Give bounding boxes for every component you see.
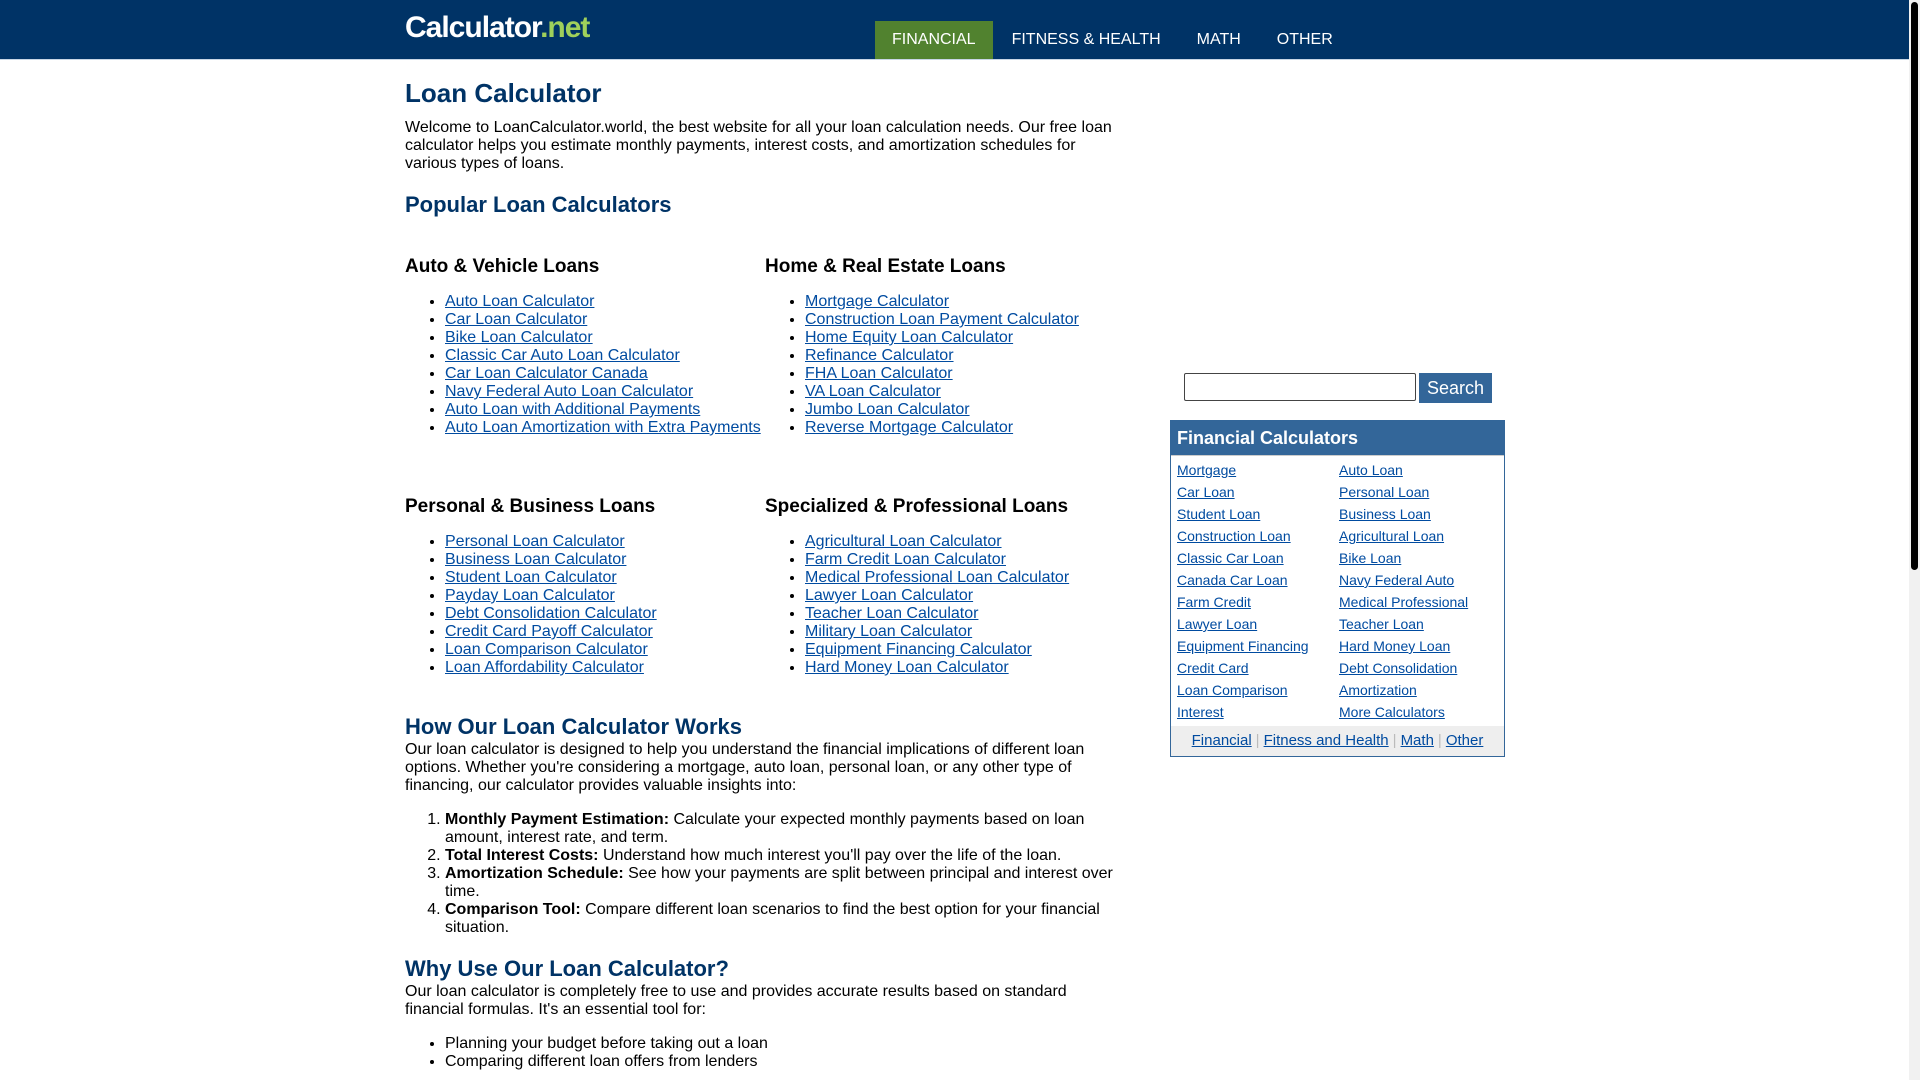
link-military-loan[interactable]: Military Loan Calculator [805,623,973,640]
footer-link-math[interactable]: Math [1400,732,1434,749]
link-refinance[interactable]: Refinance Calculator [805,347,954,364]
list-item [445,659,765,677]
home-loans-section [765,255,1125,437]
personal-loans-section [405,495,765,677]
link-reverse-mortgage[interactable]: Reverse Mortgage Calculator [805,419,1014,436]
search-input[interactable] [1184,373,1416,401]
list-item [445,365,765,383]
personal-loans-list [405,533,765,677]
link-home-equity[interactable]: Home Equity Loan Calculator [805,329,1014,346]
link-auto-loan-amortization[interactable]: Auto Loan Amortization with Extra Payments [445,419,761,436]
nav-other[interactable]: OTHER [1276,31,1333,48]
sidebar-link-bike-loan[interactable]: Bike Loan [1339,550,1402,566]
link-personal-loan[interactable]: Personal Loan Calculator [445,533,625,550]
sidebar-link-agricultural-loan[interactable]: Agricultural Loan [1339,528,1445,544]
list-item [445,533,765,551]
sidebar-link-interest[interactable]: Interest [1177,704,1224,720]
search-button[interactable]: Search [1419,373,1492,403]
list-item [805,623,1125,641]
sidebar-link-auto-loan[interactable]: Auto Loan [1339,462,1403,478]
auto-loans-list [405,293,765,437]
link-bike-loan-calculator[interactable]: Bike Loan Calculator [445,329,593,346]
search-form [1184,373,1492,403]
sidebar-link-personal-loan[interactable]: Personal Loan [1339,484,1430,500]
item-text: See how your payments are split between principal and interest over time. [445,865,1113,900]
financial-calculators-title: Financial Calculators [1171,421,1504,456]
list-item [805,419,1125,437]
list-item [805,659,1125,677]
list-item: • Planning your budget before taking out a loan [445,1035,1125,1053]
why-use-text: Our loan calculator is completely free to use and provides accurate results based on standard financial formulas. It's an essential tool for: [405,983,1067,1018]
sidebar-link-student-loan[interactable]: Student Loan [1177,506,1261,522]
sidebar-link-credit-card[interactable]: Credit Card [1177,660,1249,676]
link-navy-federal-auto[interactable]: Navy Federal Auto Loan Calculator [445,383,694,400]
list-item [805,605,1125,623]
how-it-works-title: How Our Loan Calculator Works [405,714,742,739]
link-medical-professional[interactable]: Medical Professional Loan Calculator [805,569,1070,586]
list-item [445,551,765,569]
sidebar-link-lawyer-loan[interactable]: Lawyer Loan [1177,616,1258,632]
how-it-works-text: Our loan calculator is designed to help you understand the financial implications of different loan options. Whether you're considering a mortgage, auto loan, personal loan, or any other type of financing, our calculator provides valuable insights into: [405,741,1085,794]
link-loan-comparison[interactable]: Loan Comparison Calculator [445,641,648,658]
special-loans-list [765,533,1125,677]
financial-calculators-box [1170,420,1505,757]
sidebar-link-equipment-financing[interactable]: Equipment Financing [1177,638,1309,654]
link-hard-money-loan[interactable]: Hard Money Loan Calculator [805,659,1009,676]
separator: | [1437,732,1442,749]
site-logo[interactable]: Calculator.net [405,11,590,44]
list-item [445,293,765,311]
link-debt-consolidation[interactable]: Debt Consolidation Calculator [445,605,657,622]
category-row-1 [405,255,1125,437]
sidebar-link-more-calculators[interactable]: More Calculators [1339,704,1445,720]
item-text: Compare different loan scenarios to find the best option for your financial situation. [445,901,1100,936]
link-auto-loan-additional[interactable]: Auto Loan with Additional Payments [445,401,701,418]
separator: | [1255,732,1260,749]
list-item [445,811,1125,847]
link-lawyer-loan[interactable]: Lawyer Loan Calculator [805,587,974,604]
intro-text: Welcome to LoanCalculator.world, the best website for all your loan calculation needs. Our free loan calculator helps you estimate monthly payments, interest costs, and amortization schedules for various types of loans. [405,119,1112,172]
ad-space [1185,70,1485,360]
link-agricultural-loan[interactable]: Agricultural Loan Calculator [805,533,1002,550]
link-farm-credit[interactable]: Farm Credit Loan Calculator [805,551,1006,568]
list-item [445,587,765,605]
sidebar-link-classic-car-loan[interactable]: Classic Car Loan [1177,550,1284,566]
category-footer [1171,726,1504,756]
separator: | [1392,732,1397,749]
link-business-loan[interactable]: Business Loan Calculator [445,551,627,568]
special-loans-section [765,495,1125,677]
item-label: Total Interest Costs: [445,847,599,864]
list-item [805,347,1125,365]
sidebar-link-medical-professional[interactable]: Medical Professional [1339,594,1469,610]
link-jumbo-loan[interactable]: Jumbo Loan Calculator [805,401,970,418]
sidebar-link-business-loan[interactable]: Business Loan [1339,506,1431,522]
link-loan-affordability[interactable]: Loan Affordability Calculator [445,659,644,676]
item-text: Understand how much interest you'll pay over the life of the loan. [598,847,1062,864]
list-item [805,401,1125,419]
list-item [445,569,765,587]
sidebar-link-canada-car-loan[interactable]: Canada Car Loan [1177,572,1288,588]
scrollbar-thumb[interactable] [1911,2,1918,570]
top-bar [0,0,1909,60]
sidebar-link-amortization[interactable]: Amortization [1339,682,1417,698]
link-mortgage-calculator[interactable]: Mortgage Calculator [805,293,950,310]
special-loans-title: Specialized & Professional Loans [765,496,1069,517]
link-teacher-loan[interactable]: Teacher Loan Calculator [805,605,979,622]
list-item [805,641,1125,659]
sidebar-link-debt-consolidation[interactable]: Debt Consolidation [1339,660,1458,676]
financial-links-grid [1171,456,1504,726]
link-classic-car-auto-loan[interactable]: Classic Car Auto Loan Calculator [445,347,680,364]
sidebar-link-loan-comparison[interactable]: Loan Comparison [1177,682,1288,698]
nav-math[interactable]: MATH [1196,31,1241,48]
list-item [445,901,1125,937]
sidebar-link-construction-loan[interactable]: Construction Loan [1177,528,1291,544]
list-item [445,623,765,641]
link-credit-card-payoff[interactable]: Credit Card Payoff Calculator [445,623,653,640]
list-item [445,419,765,437]
footer-link-other[interactable]: Other [1445,732,1484,749]
list-item [805,365,1125,383]
sidebar-link-mortgage[interactable]: Mortgage [1177,462,1237,478]
link-student-loan[interactable]: Student Loan Calculator [445,569,617,586]
how-it-works-list [405,811,1125,937]
category-row-2 [405,495,1125,677]
sidebar-link-car-loan[interactable]: Car Loan [1177,484,1235,500]
list-item [445,641,765,659]
nav-financial[interactable]: FINANCIAL [875,21,993,59]
sidebar-link-hard-money-loan[interactable]: Hard Money Loan [1339,638,1451,654]
list-item [445,865,1125,901]
item-label: Monthly Payment Estimation: [445,811,670,828]
list-item [805,293,1125,311]
nav-fitness-health[interactable]: FITNESS & HEALTH [1011,31,1161,48]
home-loans-list [765,293,1125,437]
home-loans-title: Home & Real Estate Loans [765,256,1006,277]
link-payday-loan[interactable]: Payday Loan Calculator [445,587,615,604]
list-item [445,329,765,347]
item-label: Amortization Schedule: [445,865,624,882]
item-text: Calculate your expected monthly payments based on loan amount, interest rate, and term. [445,811,1085,846]
link-va-loan[interactable]: VA Loan Calculator [805,383,941,400]
sidebar-link-navy-federal-auto[interactable]: Navy Federal Auto [1339,572,1455,588]
auto-loans-section [405,255,765,437]
sidebar-link-farm-credit[interactable]: Farm Credit [1177,594,1251,610]
page-title: Loan Calculator [405,78,602,108]
list-item [805,383,1125,401]
popular-title: Popular Loan Calculators [405,192,672,217]
list-item [445,401,765,419]
scrollbar[interactable] [1909,0,1920,1080]
list-item [445,383,765,401]
link-fha-loan[interactable]: FHA Loan Calculator [805,365,953,382]
sidebar-link-teacher-loan[interactable]: Teacher Loan [1339,616,1424,632]
auto-loans-title: Auto & Vehicle Loans [405,256,600,277]
list-item [445,311,765,329]
list-item [445,847,1125,865]
footer-link-fitness-health[interactable]: Fitness and Health [1263,732,1389,749]
why-use-list [405,1035,1125,1071]
list-item [445,347,765,365]
list-item: • Comparing different loan offers from lenders [445,1053,1125,1071]
list-item [445,605,765,623]
list-item [805,587,1125,605]
footer-link-financial[interactable]: Financial [1191,732,1252,749]
list-item [805,569,1125,587]
personal-loans-title: Personal & Business Loans [405,496,656,517]
list-item [805,533,1125,551]
item-label: Comparison Tool: [445,901,581,918]
link-construction-loan[interactable]: Construction Loan Payment Calculator [805,311,1079,328]
link-car-loan-calculator[interactable]: Car Loan Calculator [445,311,588,328]
why-use-title: Why Use Our Loan Calculator? [405,956,729,981]
list-item [805,551,1125,569]
list-item [805,329,1125,347]
link-car-loan-canada[interactable]: Car Loan Calculator Canada [445,365,648,382]
link-equipment-financing[interactable]: Equipment Financing Calculator [805,641,1032,658]
link-auto-loan-calculator[interactable]: Auto Loan Calculator [445,293,595,310]
main-content [405,76,1125,1071]
main-nav [875,21,1352,59]
list-item [805,311,1125,329]
